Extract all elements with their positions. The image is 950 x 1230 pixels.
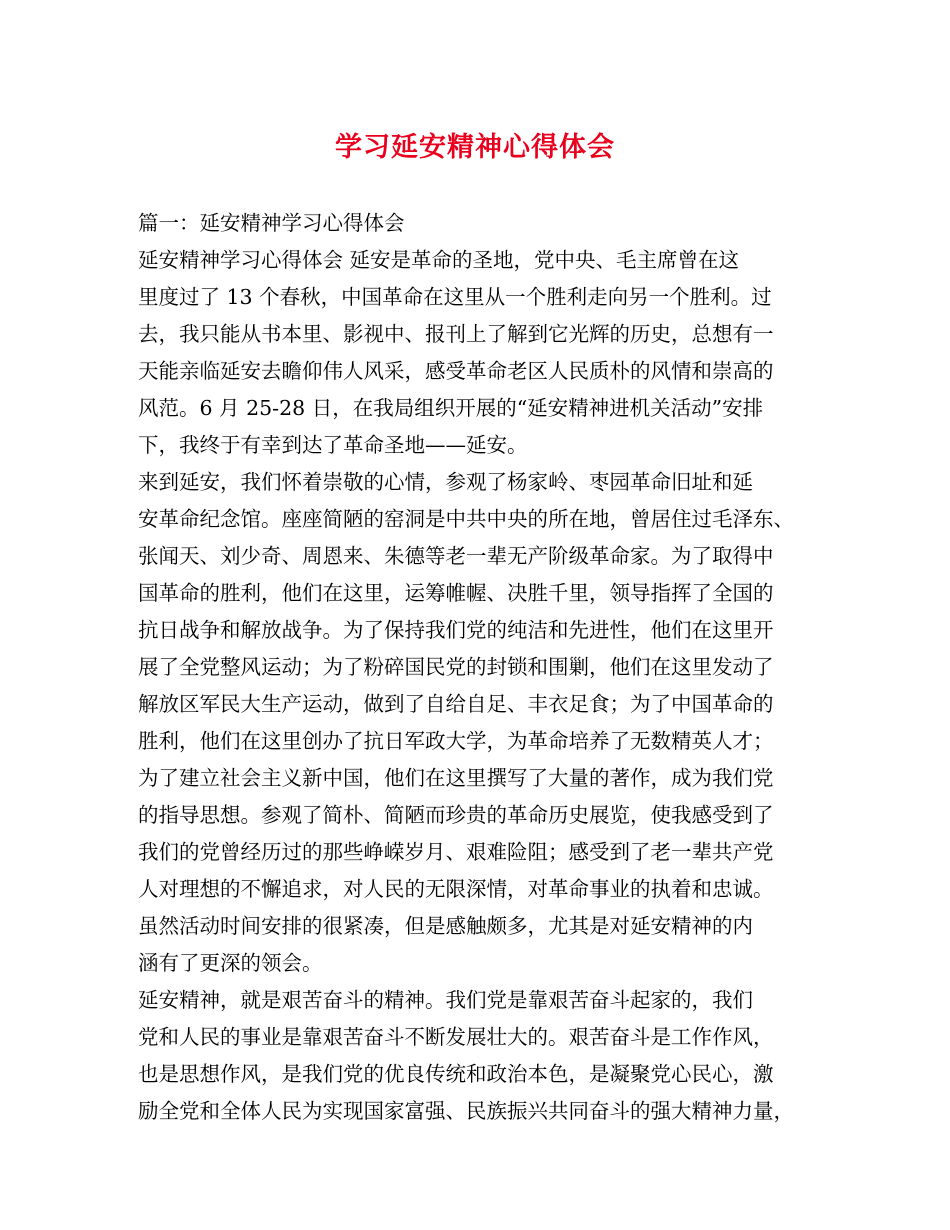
text-line: 国革命的胜利，他们在这里，运筹帷幄、决胜千里，领导指挥了全国的: [138, 581, 774, 605]
text-line: 的指导思想。参观了简朴、简陋而珍贵的革命历史展览，使我感受到了: [138, 803, 774, 827]
text-line: 风范。6 月 25-28 日，在我局组织开展的“延安精神进机关活动”安排: [138, 396, 764, 420]
text-line: 我们的党曾经历过的那些峥嵘岁月、艰难险阻；感受到了老一辈共产党: [138, 840, 774, 864]
text-line: 励全党和全体人民为实现国家富强、民族振兴共同奋斗的强大精神力量，: [138, 1099, 794, 1123]
text-line: 为了建立社会主义新中国，他们在这里撰写了大量的著作，成为我们党: [138, 766, 774, 790]
text-line: 延安精神学习心得体会 延安是革命的圣地，党中央、毛主席曾在这: [138, 248, 740, 272]
text-line: 也是思想作风，是我们党的优良传统和政治本色，是凝聚党心民心，激: [138, 1062, 774, 1086]
text-line: 篇一：延安精神学习心得体会: [138, 211, 405, 235]
text-line: 延安精神，就是艰苦奋斗的精神。我们党是靠艰苦奋斗起家的，我们: [138, 988, 753, 1012]
text-line: 人对理想的不懈追求，对人民的无限深情，对革命事业的执着和忠诚。: [138, 877, 774, 901]
text-line: 安革命纪念馆。座座简陋的窑洞是中共中央的所在地，曾居住过毛泽东、: [138, 507, 794, 531]
text-line: 张闻天、刘少奇、周恩来、朱德等老一辈无产阶级革命家。为了取得中: [138, 544, 774, 568]
text-line: 解放区军民大生产运动，做到了自给自足、丰衣足食；为了中国革命的: [138, 692, 774, 716]
text-line: 党和人民的事业是靠艰苦奋斗不断发展壮大的。艰苦奋斗是工作作风，: [138, 1025, 774, 1049]
text-line: 展了全党整风运动；为了粉碎国民党的封锁和围剿，他们在这里发动了: [138, 655, 774, 679]
text-line: 去，我只能从书本里、影视中、报刊上了解到它光辉的历史，总想有一: [138, 322, 774, 346]
text-line: 来到延安，我们怀着崇敬的心情，参观了杨家岭、枣园革命旧址和延: [138, 470, 753, 494]
text-line: 胜利，他们在这里创办了抗日军政大学，为革命培养了无数精英人才；: [138, 729, 774, 753]
document-title: 学习延安精神心得体会: [335, 132, 615, 163]
text-line: 抗日战争和解放战争。为了保持我们党的纯洁和先进性，他们在这里开: [138, 618, 774, 642]
text-line: 里度过了 13 个春秋，中国革命在这里从一个胜利走向另一个胜利。过: [138, 285, 772, 309]
text-line: 下，我终于有幸到达了革命圣地——延安。: [138, 433, 528, 457]
text-line: 天能亲临延安去瞻仰伟人风采，感受革命老区人民质朴的风情和崇高的: [138, 359, 774, 383]
text-line: 虽然活动时间安排的很紧凑，但是感触颇多，尤其是对延安精神的内: [138, 914, 753, 938]
text-line: 涵有了更深的领会。: [138, 951, 323, 975]
